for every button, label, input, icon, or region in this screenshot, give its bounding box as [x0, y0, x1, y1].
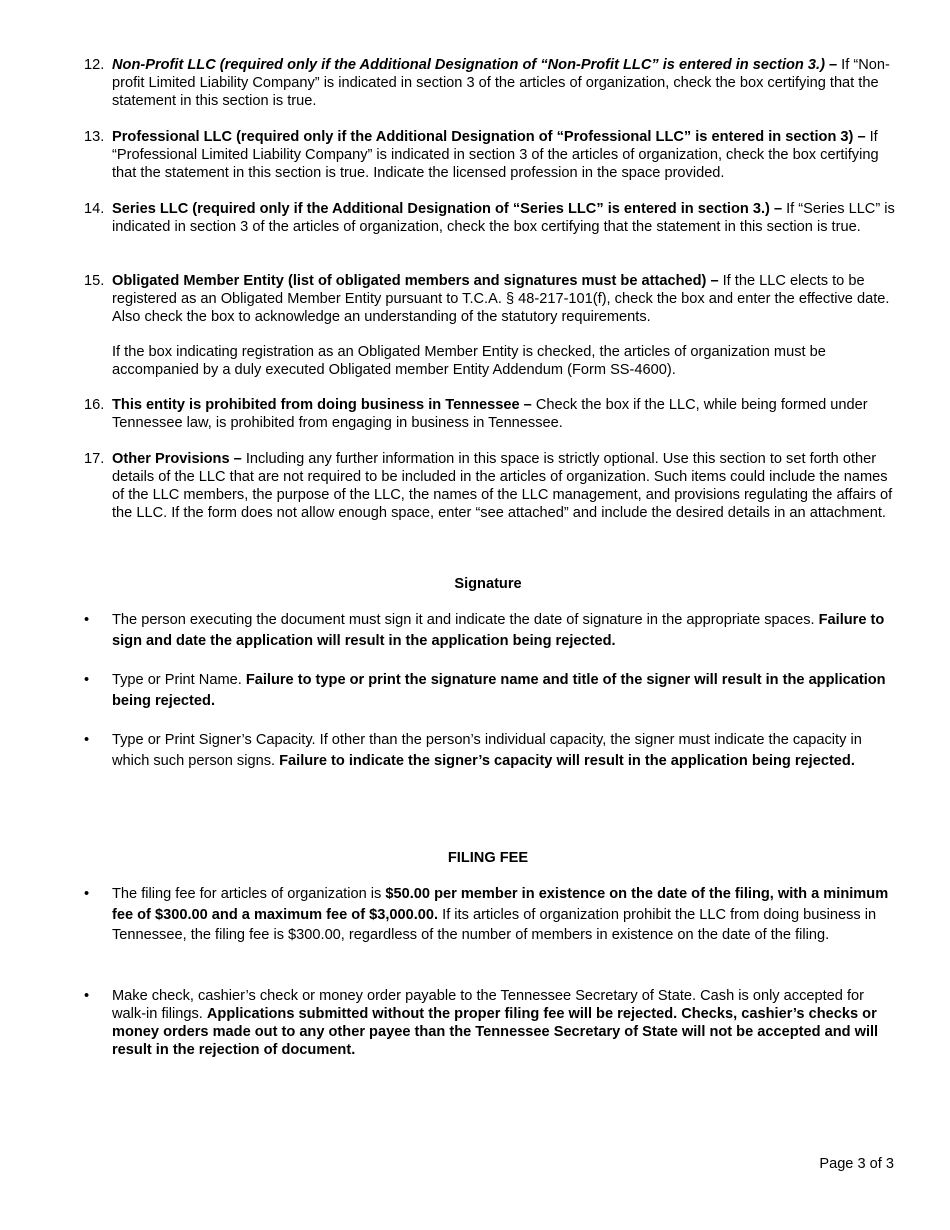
item-number: 13.: [84, 129, 105, 145]
instruction-item-14: [84, 200, 896, 236]
item-body: If “Non-profit Limited Liability Company” is indicated in section 3 of the articles of organization, check the box certifying that the statement in this section is true.: [112, 57, 890, 109]
fee-amounts: $50.00 per member in existence on the date of the filing, with a minimum fee of $300.00 and a maximum fee of $3,000.00.: [112, 886, 889, 923]
filing-fee-heading: FILING FEE: [447, 850, 529, 866]
bullet-text-continued: If its articles of organization prohibit the LLC from doing business in Tennessee, the filing fee is $300.00, regardless of the number of members in existence on the date of the filing.: [112, 906, 877, 943]
bullet-text: Type or Print Name.: [112, 672, 246, 688]
item-title: Professional LLC (required only if the Additional Designation of “Professional LLC” is entered in section 3) –: [112, 129, 866, 145]
bullet-text: Type or Print Signer’s Capacity. If other than the person’s individual capacity, the signer must indicate the capacity in which such person signs.: [112, 732, 862, 769]
item-body: Check the box if the LLC, while being formed under Tennessee law, is prohibited from engaging in business in Tennessee.: [112, 397, 868, 431]
bullet-warning: Failure to sign and date the application will result in the application being rejected.: [112, 612, 885, 649]
item-body: If “Professional Limited Liability Company” is indicated in section 3 of the articles of organization, check the box certifying that the statement in this section is true. Indicate the licensed profession in the space provided.: [112, 129, 879, 181]
item-title: Non-Profit LLC (required only if the Additional Designation of “Non-Profit LLC” is entered in section 3.) –: [112, 57, 838, 73]
bullet-marker: •: [84, 672, 90, 688]
instruction-item-13: [84, 128, 896, 182]
bullet-warning: Failure to indicate the signer’s capacity will result in the application being rejected.: [279, 752, 855, 769]
bullet-warning: Applications submitted without the proper filing fee will be rejected. Checks, cashier’s checks or money orders made out to any other payee than the Tennessee Secretary of State will not be accepted and will result in the rejection of document.: [112, 1006, 879, 1058]
bullet-marker: •: [84, 988, 90, 1004]
item-body: If “Series LLC” is indicated in section 3 of the articles of organization, check the box certifying that the statement in this section is true.: [112, 201, 895, 235]
item-number: 16.: [84, 397, 105, 413]
signature-bullet-2: [84, 670, 896, 711]
bullet-warning: Failure to type or print the signature name and title of the signer will result in the application being rejected.: [112, 672, 886, 709]
bullet-text: The filing fee for articles of organization is: [112, 886, 386, 902]
item-title: Other Provisions –: [112, 451, 242, 467]
instruction-item-16: [84, 396, 896, 432]
instruction-item-17: [84, 450, 896, 522]
signature-bullet-3: [84, 730, 896, 771]
item-title: This entity is prohibited from doing business in Tennessee –: [112, 397, 532, 413]
signature-heading: Signature: [454, 576, 522, 592]
item-title: Obligated Member Entity (list of obligated members and signatures must be attached) –: [112, 273, 719, 289]
item-body: Including any further information in this space is strictly optional. Use this section to set forth other details of the LLC that are not required to be included in the articles of organization. Such items could include the names of the LLC members, the purpose of the LLC, the names of the LLC management, and provisions regulating the affairs of the LLC. If the form does not allow enough space, enter “see attached” and include the desired details in an attachment.: [112, 451, 893, 521]
bullet-text: The person executing the document must sign it and indicate the date of signature in the appropriate spaces.: [112, 612, 819, 628]
instruction-item-15: [84, 272, 896, 326]
item-title: Series LLC (required only if the Additional Designation of “Series LLC” is entered in section 3.) –: [112, 201, 783, 217]
item-body: If the LLC elects to be registered as an Obligated Member Entity pursuant to T.C.A. § 48-217-101(f), check the box and enter the effective date. Also check the box to acknowledge an understanding of the statutory requirements.: [112, 273, 890, 325]
item-number: 17.: [84, 451, 105, 467]
instruction-item-12: [84, 56, 896, 110]
bullet-text: Make check, cashier’s check or money order payable to the Tennessee Secretary of State. Cash is only accepted for walk-in filings.: [112, 988, 864, 1022]
bullet-marker: •: [84, 886, 90, 902]
item-number: 14.: [84, 201, 105, 217]
filing-fee-bullet-1: [84, 884, 896, 946]
page-number: Page 3 of 3: [819, 1156, 894, 1172]
item-15-note: If the box indicating registration as an Obligated Member Entity is checked, the articles of organization must be accompanied by a duly executed Obligated member Entity Addendum (Form SS-4600).: [112, 344, 826, 378]
item-number: 15.: [84, 273, 105, 289]
item-number: 12.: [84, 57, 105, 73]
bullet-marker: •: [84, 732, 90, 748]
bullet-marker: •: [84, 612, 90, 628]
signature-bullet-1: [84, 610, 896, 651]
filing-fee-bullet-2: [84, 987, 896, 1059]
